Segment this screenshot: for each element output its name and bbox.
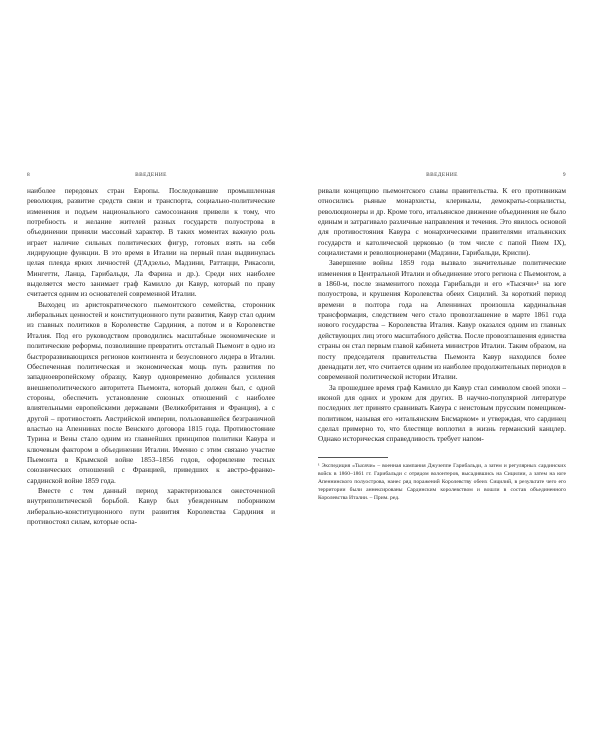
right-body-text [318,186,566,445]
footnote: ¹ Экспедиция «Тысячи» – военная кампания Джузеппе Гарибальди, а затем и регулярных сардинских войск в 1860–1861 гг. Гарибальди с отрядом волонтеров, высадившись на Сицилии, а затем на юге Апеннинского полуострова, нанес ряд поражений Королевству обеих Сицилий, в результате чего его территории были аннексированы Сардинским королевством и вошли в состав объединенного Королевства Италии. – Прим. ред. [318,462,566,501]
right-page [318,172,566,502]
right-paragraph-1: ривали концепцию пьемонтского славы правительства. К его противникам относились рьяные монархисты, клерикалы, демократы-социалисты, революционеры и др. Кроме того, итальянское движение объединения не было единым и затрагивало различные направления и течения. Это явилось основой для противостояния Кавура с монархическими правителями итальянских государств и католической церковью (в том числе с папой Пием IX), социалистами и революционерами (Мадзини, Гарибальди, Криспи). [318,186,566,258]
left-running-title: ВВЕДЕНИЕ [135,172,167,178]
left-body-text [27,186,275,527]
right-running-title: ВВЕДЕНИЕ [426,172,458,178]
left-page [27,172,275,527]
left-paragraph-2: Выходец из аристократического пьемонтского семейства, сторонник либеральных ценностей и конституционного пути развития, Кавур стал одним из главных политиков в Королевстве Сардиния, а потом и в Королевстве Италия. Под его руководством проводились масштабные экономические и политические реформы, позволившие превратить отсталый Пьемонт в одно из быстроразвивающихся регионов континента и безусловного лидера в Италии. Обеспеченная политическая и экономическая мощь путь развития по западноевропейскому образцу, Кавур одновременно добивался усиления внешнеполитического авторитета Пьемонта, который должен был, с одной стороны, обеспечить установление союзных отношений с наиболее влиятельными европейскими державами (Великобритания и Франция), а с другой – противостоять Австрийской империи, пользовавшейся безграничной властью на Апеннинах после Венского договора 1815 года. Противостояние Турина и Вены стало одним из главнейших принципов политики Кавура и ключевым фактором в объединении Италии. Именно с этим связано участие Пьемонта в Крымской войне 1853–1856 годов, оформление тесных союзнических отношений с Францией, приведших к австро-франко-сардинской войне 1859 года. [27,299,275,485]
right-page-number: 9 [562,172,566,178]
left-paragraph-1: наиболее передовых стран Европы. Последовавшие промышленная революция, развитие средств связи и транспорта, социально-политические изменения и подъем национального самосознания привели к тому, что потребность и желание жителей разных государств полуострова в объединении приняли массовый характер. В таких моментах важную роль играет наличие сильных политических фигур, готовых взять на себя лидирующие функции. В это время в Италии на первый план выдвинулась целая плеяда ярких личностей (Д'Адзельо, Мадзини, Раттацци, Рикасоли, Мингетти, Ланца, Гарибальди, Ла Фарина и др.). Среди них наиболее выделяется место занимает граф Камилло ди Кавур, который по праву считается одним из основателей современной Италии. [27,186,275,299]
right-paragraph-3: За прошедшее время граф Камилло ди Кавур стал символом своей эпохи – иконой для одних и уроком для других. В научно-популярной литературе последних лет принято сравнивать Кавура с неистовым прусским помещиком-политиком, называя его «итальянским Бисмарком» и утверждая, что сардинец сделал примерно то, что блестяще воплотил в жизнь германский канцлер. Однако историческая справедливость требует напом- [318,382,566,444]
left-paragraph-3: Вместе с тем данный период характеризовался ожесточенной внутриполитической борьбой. Кавур был убежденным поборником либерально-конституционного пути развития Королевства Сардиния и противостоял силам, которые оспа- [27,485,275,526]
left-page-number: 8 [27,172,31,178]
right-paragraph-2: Завершение войны 1859 года вызвало значительные политические изменения в Центральной Италии и объединение этого региона с Пьемонтом, а в 1860-м, после знаменитого похода Гарибальди и его «Тысячи»¹ на юге полуострова, и крушения Королевства обеих Сицилий. За короткий период времени в полтора года на Апеннинах произошла кардинальная трансформация, следствием чего стало провозглашение в марте 1861 года нового государства – Королевства Италия. Кавур оказался одним из главных действующих лиц этого масштабного действа. После провозглашения единства страны он стал первым главой кабинета министров Италии. Таким образом, на посту председателя правительства Пьемонта Кавур находился более двенадцати лет, что считается одним из наиболее продолжительных периодов в современной политической истории Италии. [318,258,566,382]
left-running-head [27,172,275,182]
right-running-head [318,172,566,182]
footnote-divider [318,457,388,458]
